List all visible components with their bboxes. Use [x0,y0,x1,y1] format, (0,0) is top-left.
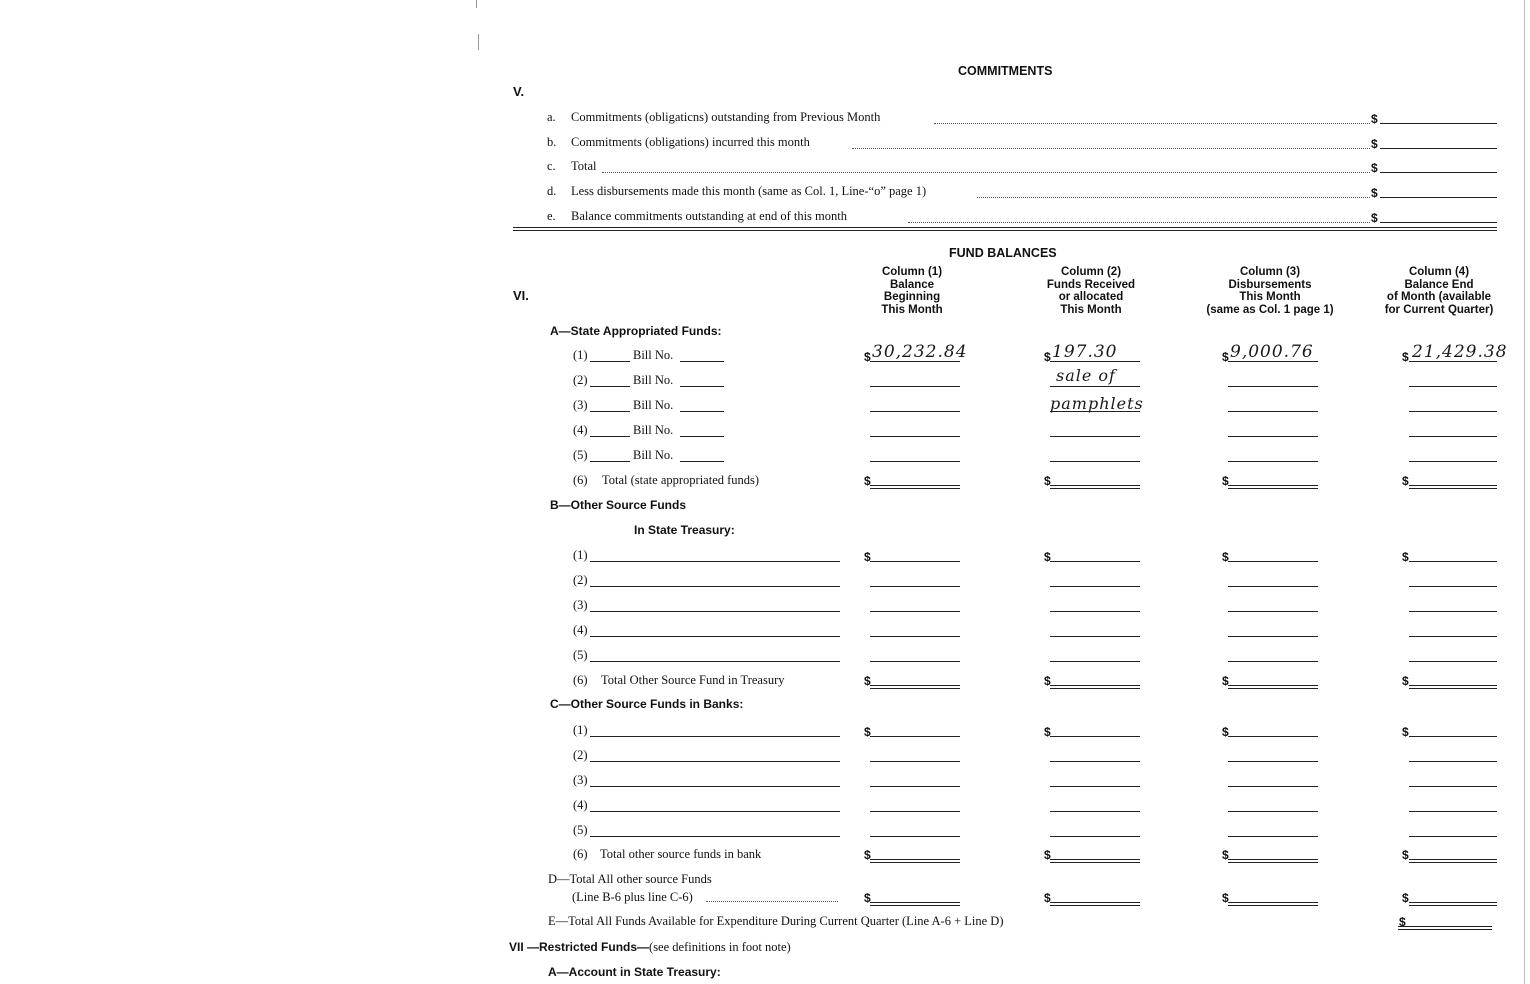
column-header-line: This Month [1060,303,1122,316]
b-row-name-field[interactable] [590,586,840,587]
d-line-2: (Line B-6 plus line C-6) [572,890,693,904]
c-row-number: (5) [573,823,588,837]
bill-row-number: (4) [573,423,588,437]
scan-edge-mark [476,0,477,8]
column-header-line: Column (1) [881,266,943,278]
commitment-amount-field[interactable] [1380,197,1497,198]
c-total-dollar-sign: $ [1044,848,1051,862]
a-total-dollar-sign: $ [864,474,871,488]
c-row-2-col1-field[interactable] [870,761,960,762]
commitment-leader [602,172,1370,173]
b-row-3-col2-field[interactable] [1050,611,1140,612]
b-total-dollar-sign: $ [1044,674,1051,688]
bill-row-2-col1-field[interactable] [870,386,960,387]
c-row-name-field[interactable] [590,761,840,762]
d-total-col4-field[interactable] [1409,902,1497,906]
b-row-number: (2) [573,573,588,587]
c-row-2-col3-field[interactable] [1228,761,1318,762]
section-vii-title: VII —Restricted Funds— [509,940,650,954]
column-header-3 [1195,266,1345,316]
d-total-dollar-sign: $ [1222,891,1229,905]
b-total-col1-field[interactable] [870,685,960,689]
commitment-leader [977,197,1370,198]
c-row-5-col1-field[interactable] [870,836,960,837]
bill-row-2-col4-field[interactable] [1409,386,1497,387]
commitment-label: Commitments (obligations) incurred this month [571,135,810,149]
bill-prefix-field[interactable] [590,386,630,387]
a-total-dollar-sign: $ [1222,474,1229,488]
b-row-number: (3) [573,598,588,612]
c-total-col1-field[interactable] [870,859,960,863]
c-total-dollar-sign: $ [1402,848,1409,862]
c-total-number: (6) [573,847,588,861]
column-header-line: of Month (available [1386,291,1492,303]
bill-row-3-col1-field[interactable] [870,411,960,412]
c-heading: C—Other Source Funds in Banks: [550,697,744,711]
b-row-1-dollar-sign: $ [1222,550,1229,564]
c-row-3-col4-field[interactable] [1409,786,1497,787]
d-total-dollar-sign: $ [1402,891,1409,905]
c-total-label: Total other source funds in bank [600,847,762,861]
d-total-col3-field[interactable] [1228,902,1318,906]
commitment-dollar-sign: $ [1371,137,1378,151]
b-row-number: (5) [573,648,588,662]
column-header-line: (same as Col. 1 page 1) [1206,303,1334,316]
b-heading: B—Other Source Funds [550,498,687,512]
bill-prefix-field[interactable] [590,361,630,362]
commitment-leader [934,123,1370,124]
b-row-3-col3-field[interactable] [1228,611,1318,612]
c-row-number: (3) [573,773,588,787]
c-row-3-col1-field[interactable] [870,786,960,787]
commitment-dollar-sign: $ [1371,112,1378,126]
column-header-1 [857,266,967,316]
c-row-4-col2-field[interactable] [1050,811,1140,812]
c-row-5-col2-field[interactable] [1050,836,1140,837]
commitment-letter: a. [547,110,556,124]
c-row-number: (1) [573,723,588,737]
bill-row-3-col4-field[interactable] [1409,411,1497,412]
handwritten-amount-col2: 197.30 [1052,342,1118,362]
b-row-1-col2-field[interactable] [1050,561,1140,562]
a-heading: A—State Appropriated Funds: [550,324,722,338]
column-header-line: Beginning [883,291,941,303]
b-row-3-col1-field[interactable] [870,611,960,612]
commitment-letter: b. [547,135,557,149]
c-row-1-dollar-sign: $ [864,725,871,739]
column-header-line: Column (4) [1408,266,1470,278]
bill-prefix-field[interactable] [590,436,630,437]
commitment-letter: c. [547,159,556,173]
a-total-col3-field[interactable] [1228,485,1318,489]
section-vii-heading [509,940,791,955]
bill-no-label: Bill No. [633,423,674,437]
bill-row-5-col3-field[interactable] [1228,461,1318,462]
section-v-divider [513,227,1497,231]
b-row-1-col4-field[interactable] [1409,561,1497,562]
b-row-2-col4-field[interactable] [1409,586,1497,587]
b-row-1-dollar-sign: $ [1402,550,1409,564]
column-header-line: This Month [881,303,943,316]
bill-number-field[interactable] [680,461,724,462]
bill-number-field[interactable] [680,436,724,437]
column-header-line: Column (2) [1060,266,1122,278]
section-v-roman: V. [513,84,525,99]
c-row-1-dollar-sign: $ [1222,725,1229,739]
c-total-dollar-sign: $ [1222,848,1229,862]
e-dollar-sign: $ [1399,915,1406,929]
c-row-3-col2-field[interactable] [1050,786,1140,787]
bill-no-label: Bill No. [633,448,674,462]
bill-row-4-col4-field[interactable] [1409,436,1497,437]
bill-row-5-col2-field[interactable] [1050,461,1140,462]
b-row-name-field[interactable] [590,661,840,662]
c-row-1-col2-field[interactable] [1050,736,1140,737]
bill-row-4-col3-field[interactable] [1228,436,1318,437]
c-row-2-col2-field[interactable] [1050,761,1140,762]
handwritten-amount-col4: 21,429.38 [1412,342,1508,362]
commitment-amount-field[interactable] [1380,222,1497,223]
bill-row-number: (5) [573,448,588,462]
b-row-name-field[interactable] [590,636,840,637]
b-row-4-col3-field[interactable] [1228,636,1318,637]
b-row-2-col2-field[interactable] [1050,586,1140,587]
d-total-dollar-sign: $ [1044,891,1051,905]
c-total-col3-field[interactable] [1228,859,1318,863]
bill-prefix-field[interactable] [590,411,630,412]
d-total-col2-field[interactable] [1050,902,1140,906]
section-v-title: COMMITMENTS [958,64,1053,78]
commitment-dollar-sign: $ [1371,186,1378,200]
section-vi-roman: VI. [513,288,529,303]
bill-row-number: (2) [573,373,588,387]
b-row-name-field[interactable] [590,611,840,612]
b-total-dollar-sign: $ [864,674,871,688]
scan-edge-mark [478,34,479,50]
c-total-col4-field[interactable] [1409,859,1497,863]
bill-prefix-field[interactable] [590,461,630,462]
bill-no-label: Bill No. [633,348,674,362]
c-row-4-col1-field[interactable] [870,811,960,812]
bill-row-4-col1-field[interactable] [870,436,960,437]
column-header-2 [1026,266,1156,316]
b-subheading: In State Treasury: [634,523,735,537]
c-row-number: (2) [573,748,588,762]
column-header-line: Disbursements [1228,278,1312,291]
commitment-label: Balance commitments outstanding at end of this month [571,209,847,223]
bill-row-5-col4-field[interactable] [1409,461,1497,462]
b-row-3-col4-field[interactable] [1409,611,1497,612]
c-row-1-col4-field[interactable] [1409,736,1497,737]
handwritten-note-line-2: pamphlets [1050,394,1144,413]
b-row-4-col2-field[interactable] [1050,636,1140,637]
column-header-line: This Month [1239,291,1301,303]
commitment-dollar-sign: $ [1371,161,1378,175]
commitment-letter: d. [547,184,557,198]
commitment-amount-field[interactable] [1380,172,1497,173]
a-total-col4-field[interactable] [1409,485,1497,489]
c-row-name-field[interactable] [590,836,840,837]
a-total-col1-field[interactable] [870,485,960,489]
b-total-label: Total Other Source Fund in Treasury [601,673,785,687]
bill-number-field[interactable] [680,361,724,362]
c-row-name-field[interactable] [590,736,840,737]
c-total-dollar-sign: $ [864,848,871,862]
b-total-dollar-sign: $ [1402,674,1409,688]
b-row-5-col1-field[interactable] [870,661,960,662]
d-leader [706,901,838,902]
b-row-4-col4-field[interactable] [1409,636,1497,637]
bill-row-2-col2-field[interactable] [1050,386,1140,387]
bill-number-field[interactable] [680,386,724,387]
c-total-col2-field[interactable] [1050,859,1140,863]
a-total-col2-field[interactable] [1050,485,1140,489]
handwritten-amount-col3: 9,000.76 [1230,342,1314,362]
b-total-col3-field[interactable] [1228,685,1318,689]
bill-no-label: Bill No. [633,373,674,387]
bill-row-1-dollar-sign: $ [864,350,871,364]
bill-row-3-col3-field[interactable] [1228,411,1318,412]
handwritten-note-line-1: sale of [1056,366,1116,385]
b-total-dollar-sign: $ [1222,674,1229,688]
b-total-col4-field[interactable] [1409,685,1497,689]
c-row-name-field[interactable] [590,811,840,812]
scan-right-edge [1524,0,1525,984]
c-row-1-col1-field[interactable] [870,736,960,737]
commitment-label: Commitments (obligaticns) outstanding from Previous Month [571,110,881,124]
commitment-amount-field[interactable] [1380,123,1497,124]
commitment-leader [908,222,1370,223]
column-header-line: for Current Quarter) [1384,303,1494,316]
section-vi-title: FUND BALANCES [949,246,1057,260]
b-row-number: (1) [573,548,588,562]
c-row-1-dollar-sign: $ [1044,725,1051,739]
b-row-2-col3-field[interactable] [1228,586,1318,587]
bill-row-1-dollar-sign: $ [1402,350,1409,364]
column-header-line: Funds Received [1046,278,1136,291]
c-row-2-col4-field[interactable] [1409,761,1497,762]
b-row-number: (4) [573,623,588,637]
b-total-col2-field[interactable] [1050,685,1140,689]
commitment-dollar-sign: $ [1371,211,1378,225]
section-vii-note: (see definitions in foot note) [649,940,791,954]
section-vii-a-heading: A—Account in State Treasury: [548,965,721,979]
bill-row-1-dollar-sign: $ [1044,350,1051,364]
commitment-letter: e. [547,209,556,223]
b-row-1-dollar-sign: $ [864,550,871,564]
c-row-1-col3-field[interactable] [1228,736,1318,737]
d-total-col1-field[interactable] [870,902,960,906]
bill-row-number: (3) [573,398,588,412]
c-row-5-col3-field[interactable] [1228,836,1318,837]
b-row-1-col3-field[interactable] [1228,561,1318,562]
column-header-line: Balance [889,278,935,291]
bill-row-2-col3-field[interactable] [1228,386,1318,387]
bill-row-4-col2-field[interactable] [1050,436,1140,437]
column-header-4 [1369,266,1509,316]
c-row-1-dollar-sign: $ [1402,725,1409,739]
bill-no-label: Bill No. [633,398,674,412]
b-row-4-col1-field[interactable] [870,636,960,637]
c-row-4-col3-field[interactable] [1228,811,1318,812]
commitment-amount-field[interactable] [1380,148,1497,149]
e-line: E—Total All Funds Available for Expenditure During Current Quarter (Line A-6 + Line D) [548,914,1004,928]
bill-row-number: (1) [573,348,588,362]
bill-row-1-dollar-sign: $ [1222,350,1229,364]
column-header-line: Balance End [1404,278,1474,291]
b-row-name-field[interactable] [590,561,840,562]
c-row-3-col3-field[interactable] [1228,786,1318,787]
b-total-number: (6) [573,673,588,687]
d-line-1: D—Total All other source Funds [548,872,712,886]
a-total-dollar-sign: $ [1402,474,1409,488]
b-row-1-col1-field[interactable] [870,561,960,562]
c-row-number: (4) [573,798,588,812]
b-row-5-col4-field[interactable] [1409,661,1497,662]
c-row-5-col4-field[interactable] [1409,836,1497,837]
c-row-name-field[interactable] [590,786,840,787]
bill-row-5-col1-field[interactable] [870,461,960,462]
c-row-4-col4-field[interactable] [1409,811,1497,812]
handwritten-amount-col1: 30,232.84 [872,342,968,362]
d-total-dollar-sign: $ [864,891,871,905]
a-total-label: Total (state appropriated funds) [602,473,760,487]
column-header-line: or allocated [1058,291,1124,303]
b-row-2-col1-field[interactable] [870,586,960,587]
commitment-label: Less disbursements made this month (same as Col. 1, Line-“o” page 1) [571,184,927,198]
commitment-label: Total [571,159,597,173]
b-row-1-dollar-sign: $ [1044,550,1051,564]
a-total-dollar-sign: $ [1044,474,1051,488]
commitment-leader [852,148,1370,149]
b-row-5-col3-field[interactable] [1228,661,1318,662]
bill-number-field[interactable] [680,411,724,412]
b-row-5-col2-field[interactable] [1050,661,1140,662]
e-total-field[interactable] [1398,926,1492,930]
column-header-line: Column (3) [1239,266,1301,278]
a-total-number: (6) [573,473,588,487]
